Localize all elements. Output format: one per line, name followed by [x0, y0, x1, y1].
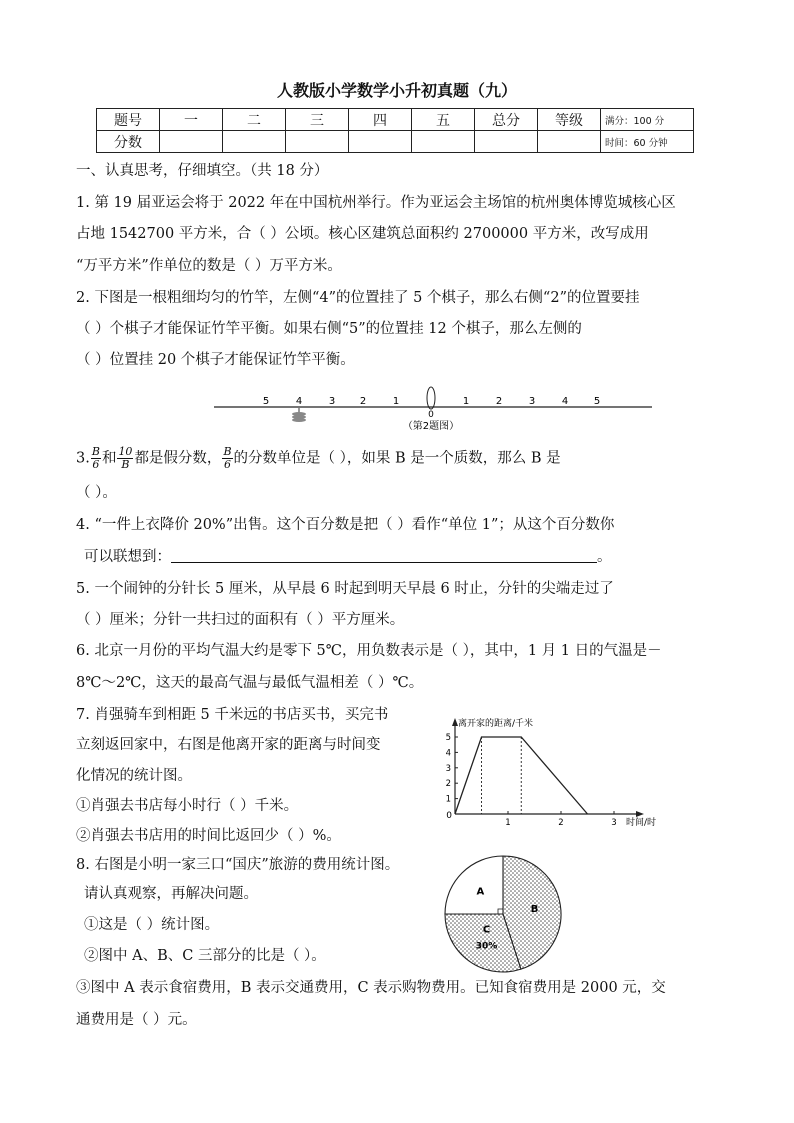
table-cell: 等级: [538, 109, 601, 131]
slice-label-b: B: [530, 903, 539, 915]
q6-line: 6. 北京一月份的平均气温大约是零下 5℃，用负数表示是（ ），其中，1 月 1 日的气温是－: [76, 643, 662, 659]
pivot-ring: [427, 387, 435, 409]
q7-line: ①肖强去书店每小时行（ ）千米。: [76, 798, 299, 814]
pie-slice-a: [445, 856, 503, 914]
q8-line: 通费用是（ ）元。: [76, 1012, 197, 1028]
q2-line: 2. 下图是一根粗细均匀的竹竿，左侧“4”的位置挂了 5 个棋子，那么右侧“2”的位置要挂: [76, 290, 640, 306]
q5-line: 5. 一个闹钟的分针长 5 厘米，从早晨 6 时起到明天早晨 6 时止，分针的尖端走过了: [76, 581, 614, 597]
q2-line: （ ）个棋子才能保证竹竿平衡。如果右侧“5”的位置挂 12 个棋子，那么左侧的: [76, 321, 582, 337]
table-cell: 分数: [97, 131, 160, 153]
q8-line: ①这是（ ）统计图。: [84, 917, 220, 933]
figure-caption: （第2题图）: [402, 421, 460, 432]
y-tick-label: 4: [445, 748, 451, 759]
full-marks-cell: 满分：100 分: [601, 109, 694, 131]
tick-label-right-3: 3: [528, 396, 536, 407]
tick-label-center: 0: [428, 410, 434, 420]
q2-line: （ ）位置挂 20 个棋子才能保证竹竿平衡。: [76, 352, 355, 368]
tick-label-right-1: 1: [462, 396, 470, 407]
score-input-cell[interactable]: [349, 131, 412, 153]
slice-label-c: C: [482, 924, 491, 936]
q4-line: 4. “一件上衣降价 20%”出售。这个百分数是把（ ）看作“单位 1”；从这个百分数你: [76, 517, 615, 533]
origin-label: 0: [446, 811, 452, 821]
x-tick-label: 1: [505, 818, 511, 828]
fraction-b-over-6: $\frac{B}{6}$: [223, 445, 232, 471]
score-table-header-row: [97, 109, 694, 131]
expense-pie-chart: [440, 852, 570, 978]
q7-line: 7. 肖强骑车到相距 5 千米远的书店买书，买完书: [76, 707, 389, 723]
q6-line: 8℃～2℃，这天的最高气温与最低气温相差（ ）℃。: [76, 675, 424, 691]
page-title: 人教版小学数学小升初真题（九）: [276, 81, 517, 100]
y-tick-label: 1: [445, 794, 451, 805]
q4-line: 可以联想到： 。: [84, 549, 612, 565]
score-input-cell[interactable]: [475, 131, 538, 153]
tick-label-left-3: 3: [328, 396, 336, 407]
tick-label-left-2: 2: [359, 396, 367, 407]
score-input-cell[interactable]: [160, 131, 223, 153]
q7-line: ②肖强去书店用的时间比返回少（ ）%。: [76, 828, 341, 844]
score-table: [96, 108, 694, 153]
distance-time-line-chart: [438, 712, 698, 834]
score-input-cell[interactable]: [538, 131, 601, 153]
y-tick-label: 5: [445, 733, 451, 743]
q1-line: 占地 1542700 平方米，合（ ）公顷。核心区建筑总面积约 2700000 平方米，改写成用: [76, 226, 649, 242]
balance-pole-figure: [210, 380, 655, 435]
q1-line: “万平方米”作单位的数是（ ）万平方米。: [76, 258, 342, 274]
y-tick-label: 2: [445, 779, 451, 790]
q8-line: 8. 右图是小明一家三口“国庆”旅游的费用统计图。: [76, 857, 400, 873]
q7-line: 立刻返回家中，右图是他离开家的距离与时间变: [76, 737, 381, 753]
x-tick-label: 2: [558, 818, 564, 828]
table-cell: 题号: [97, 109, 160, 131]
score-input-cell[interactable]: [286, 131, 349, 153]
q3-line: 3. $\frac{B}{6}$ 和 $\frac{10}{B}$ 都是假分数， $\frac{B}{6}$ 的分数单位是（ ），如果 B 是一个质数，那么 B 是: [76, 445, 561, 471]
tick-label-left-5: 5: [262, 396, 270, 407]
q3-line: （ ）。: [76, 485, 117, 501]
tick-label-right-4: 4: [561, 396, 569, 407]
y-axis-label: 离开家的距离/千米: [458, 719, 534, 729]
x-axis-arrow: [636, 811, 644, 817]
tick-label-left-1: 1: [392, 396, 400, 407]
section-heading: 一、认真思考，仔细填空。（共 18 分）: [76, 163, 329, 179]
tick-label-right-5: 5: [593, 396, 601, 407]
table-cell: 四: [349, 109, 412, 131]
tick-label-left-4: 4: [295, 396, 303, 407]
slice-percent-c: 30%: [475, 941, 498, 952]
hanging-weights-icon: [292, 408, 306, 422]
score-input-cell[interactable]: [412, 131, 475, 153]
x-axis-label: 时间/时: [626, 818, 657, 828]
table-cell: 一: [160, 109, 223, 131]
table-cell: 总分: [475, 109, 538, 131]
table-cell: 二: [223, 109, 286, 131]
slice-label-a: A: [476, 886, 485, 898]
q8-line: 请认真观察，再解决问题。: [84, 886, 258, 902]
fraction-10-over-b: $\frac{10}{B}$: [118, 445, 133, 471]
q8-line: ③图中 A 表示食宿费用，B 表示交通费用，C 表示购物费用。已知食宿费用是 2000 元，交: [76, 980, 666, 996]
q5-line: （ ）厘米；分针一共扫过的面积有（ ）平方厘米。: [76, 612, 405, 628]
time-cell: 时间：60 分钟: [601, 131, 694, 153]
y-tick-label: 3: [445, 763, 451, 774]
fraction-b-over-6: $\frac{B}{6}$: [91, 445, 100, 471]
x-tick-label: 3: [611, 818, 617, 828]
q1-line: 1. 第 19 届亚运会将于 2022 年在中国杭州举行。作为亚运会主场馆的杭州奥体博览城核心区: [76, 195, 676, 211]
q7-line: 化情况的统计图。: [76, 768, 192, 784]
table-cell: 五: [412, 109, 475, 131]
score-input-cell[interactable]: [223, 131, 286, 153]
table-cell: 三: [286, 109, 349, 131]
q8-line: ②图中 A、B、C 三部分的比是（ ）。: [84, 948, 326, 964]
tick-label-right-2: 2: [495, 396, 503, 407]
answer-blank[interactable]: [171, 548, 597, 563]
score-table-score-row: [97, 131, 694, 153]
